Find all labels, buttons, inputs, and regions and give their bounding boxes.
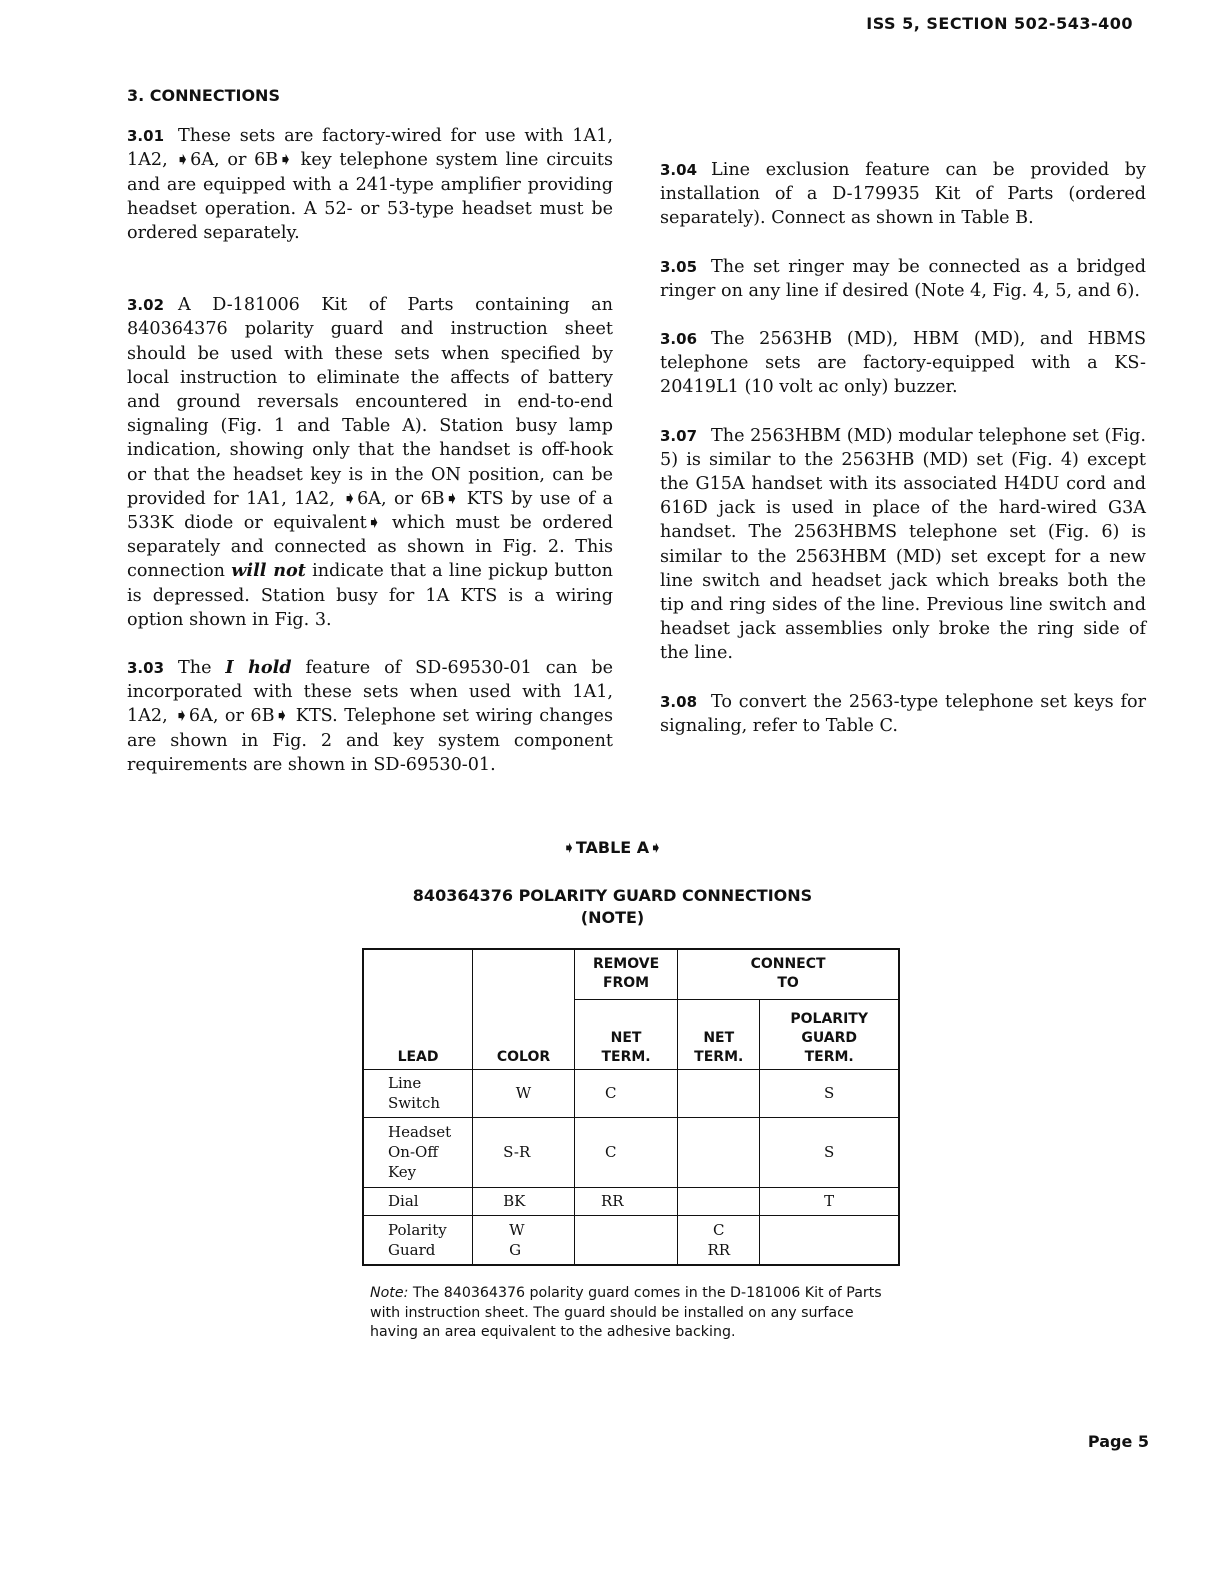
cell-remove: C — [574, 1069, 677, 1117]
cell-net-term — [678, 1117, 760, 1187]
cell-polarity-guard-term: T — [760, 1187, 899, 1215]
right-column-content — [660, 158, 1146, 738]
page-number: Page 5 — [1087, 1432, 1149, 1451]
header-connect-to: CONNECT TO — [678, 949, 899, 999]
table-row — [363, 1069, 899, 1117]
cell-lead: Headset On-Off Key — [363, 1117, 473, 1187]
paragraph-text-continued: indicate that a line pickup button is depressed. Station busy for 1A KTS is a wiring option shown in Fig. 3. — [127, 561, 613, 630]
paragraph-number: 3.05 — [660, 257, 698, 276]
cell-color: W G — [473, 1215, 575, 1265]
cell-polarity-guard-term: S — [760, 1069, 899, 1117]
paragraph-text: Line exclusion feature can be provided by installation of a D-179935 Kit of Parts (ordered separately). Connect as shown in Table B. — [660, 160, 1146, 229]
cell-color: S-R — [473, 1117, 575, 1187]
paragraph-number: 3.04 — [660, 161, 698, 179]
cell-net-term — [678, 1069, 760, 1117]
paragraph-number: 3.08 — [660, 692, 698, 711]
cell-remove: RR — [574, 1187, 677, 1215]
cell-lead: Polarity Guard — [363, 1215, 473, 1265]
note-text: The 840364376 polarity guard comes in the D-181006 Kit of Parts with instruction sheet. The guard should be installed on any surface having an area equivalent to the adhesive backing. — [370, 1285, 882, 1340]
table-subtitle: (NOTE) — [580, 908, 645, 927]
section-title: 3. CONNECTIONS — [127, 86, 280, 105]
table-row — [363, 1187, 899, 1215]
paragraph-3-01 — [127, 124, 613, 245]
paragraph-number: 3.03 — [127, 659, 165, 678]
paragraph-3-05 — [660, 255, 1146, 303]
table-row — [363, 1215, 899, 1265]
paragraph-3-02 — [127, 293, 613, 632]
paragraph-text: The 2563HB (MD), HBM (MD), and HBMS telephone sets are factory-equipped with a KS-20419L1 (10 volt ac only) buzzer. — [660, 329, 1146, 398]
paragraph-number: 3.06 — [660, 330, 698, 349]
header-remove-from: REMOVE FROM — [574, 949, 677, 999]
page-header: ISS 5, SECTION 502-543-400 — [866, 14, 1133, 33]
left-column — [127, 84, 613, 777]
cell-lead: Line Switch — [363, 1069, 473, 1117]
polarity-guard-table — [362, 948, 900, 1266]
cell-net-term: C RR — [678, 1215, 760, 1265]
paragraph-number: 3.02 — [127, 296, 165, 315]
paragraph-3-07 — [660, 424, 1146, 666]
cell-polarity-guard-term: S — [760, 1117, 899, 1187]
paragraph-text: These sets are factory-wired for use with 1A1, 1A2, ➧6A, or 6B➧ key telephone system line circuits and are equipped with a 241-type amplifier providing headset operation. A 52- or 53-type headset must be ordered separately. — [127, 126, 613, 244]
cell-lead: Dial — [363, 1187, 473, 1215]
cell-color: W — [473, 1069, 575, 1117]
cell-remove: C — [574, 1117, 677, 1187]
table-title: 840364376 POLARITY GUARD CONNECTIONS — [412, 886, 813, 905]
paragraph-text: The 2563HBM (MD) modular telephone set (Fig. 5) is similar to the 2563HB (MD) set (Fig. 4) except the G15A handset with its associated H4DU cord and 616D jack is used in place of the hard-wired G3A handset. The 2563HBMS telephone set (Fig. 6) is similar to the 2563HBM (MD) set except for a new line switch and headset jack which breaks both the tip and ring sides of the line. Previous line switch and headset jack assemblies only broke the ring side of the line. — [660, 425, 1146, 664]
emphasis-text: will not — [231, 560, 306, 582]
cell-color: BK — [473, 1187, 575, 1215]
cell-remove — [574, 1215, 677, 1265]
paragraph-text: A D-181006 Kit of Parts containing an 840364376 polarity guard and instruction sheet should be used with these sets when specified by local instruction to eliminate the affects of battery and ground reversals encountered in end-to-end signaling (Fig. 1 and Table A). Station busy lamp indication, showing only that the handset is off-hook or that the headset key is in the ON position, can be provided for 1A1, 1A2, ➧6A, or 6B➧ KTS by use of a 533K diode or equivalent➧ which must be ordered separately and connected as shown in Fig. 2. This connection — [127, 295, 613, 582]
header-lead: LEAD — [363, 949, 473, 1069]
paragraph-text: To convert the 2563-type telephone set keys for signaling, refer to Table C. — [660, 691, 1146, 736]
cell-polarity-guard-term — [760, 1215, 899, 1265]
paragraph-3-08 — [660, 690, 1146, 738]
paragraph-3-03 — [127, 656, 613, 777]
header-net-term-remove: NET TERM. — [574, 999, 677, 1069]
paragraph-text: The set ringer may be connected as a bridged ringer on any line if desired (Note 4, Fig. 4, 5, and 6). — [660, 256, 1146, 301]
paragraph-3-04 — [660, 158, 1146, 231]
table-note — [370, 1284, 890, 1343]
note-label: Note: — [370, 1285, 409, 1301]
paragraph-number: 3.01 — [127, 127, 165, 146]
paragraph-3-06 — [660, 327, 1146, 400]
header-net-term-connect: NET TERM. — [678, 999, 760, 1069]
header-color: COLOR — [473, 949, 575, 1069]
table-label: ➧TABLE A➧ — [562, 838, 663, 857]
table-row — [363, 1117, 899, 1187]
paragraph-text: feature of SD-69530-01 can be incorporated with these sets when used with 1A1, 1A2, ➧6A, or 6B➧ KTS. Telephone set wiring changes are shown in Fig. 2 and key system component requirements are shown in SD-69530-01. — [127, 658, 613, 775]
cell-net-term — [678, 1187, 760, 1215]
header-polarity-guard-term: POLARITY GUARD TERM. — [760, 999, 899, 1069]
paragraph-text-lead: The — [178, 658, 212, 679]
paragraph-number: 3.07 — [660, 426, 698, 445]
emphasis-text: I hold — [225, 657, 292, 679]
